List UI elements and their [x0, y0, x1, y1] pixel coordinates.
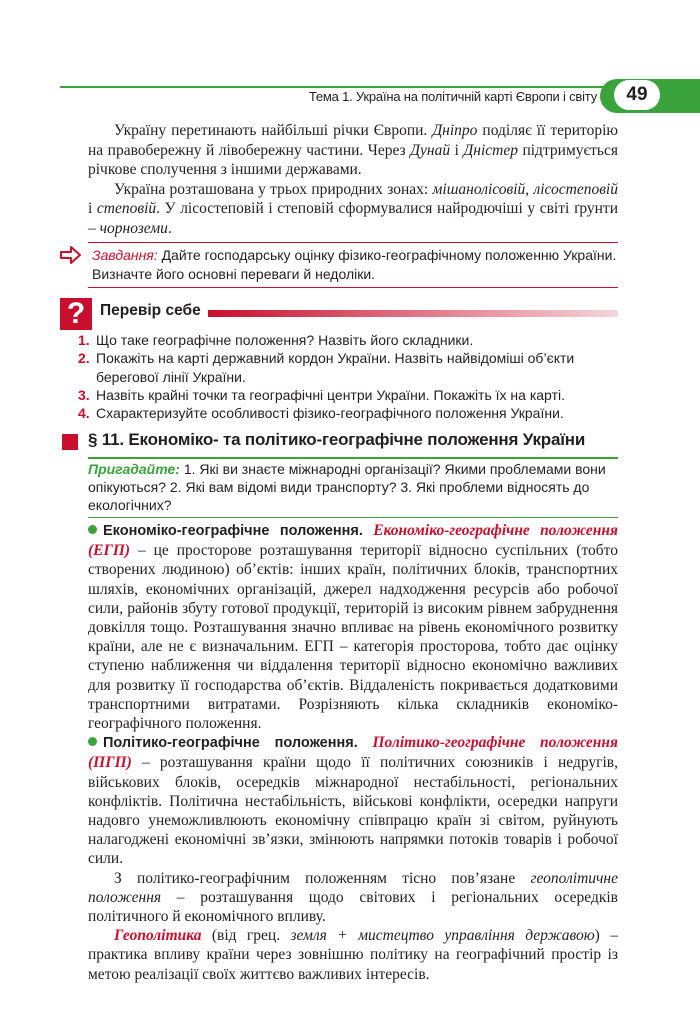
river-dnister: Дністер [463, 141, 518, 159]
question-list [78, 331, 618, 422]
list-item [78, 331, 618, 349]
question-number: 3. [78, 386, 90, 403]
pgp-heading: Політико-географічне положення. [103, 735, 358, 752]
text-span: З політико-географічним положенням тісно пов’язане [114, 869, 531, 887]
section-marker [62, 434, 78, 450]
zones-term: мішанолісовій, лісостеповій [432, 180, 618, 198]
question-text: Покажіть на карті державний кордон України. Назвіть найвідоміші об’єкти берегової лінії України. [96, 350, 575, 385]
running-header: Тема 1. Україна на політичній карті Європи і світу [308, 89, 597, 104]
check-yourself-title: Перевір себе [100, 302, 201, 319]
egp-heading: Економіко-географічне положення. [103, 523, 363, 539]
bullet-icon [88, 525, 97, 534]
question-number: 1. [78, 332, 90, 348]
remember-text: 1. Які ви знаєте міжнародні організації? Якими проблемами вони опікуються? 2. Які вам відомі види транспорту? 3. Які проблеми відносять до екологічних? [88, 461, 606, 513]
question-number: 2. [78, 350, 90, 367]
question-mark-icon: ? [60, 298, 92, 330]
text-span: Україну перетинають найбільші річки Європи. [114, 122, 433, 139]
task-label: Завдання: [92, 247, 158, 263]
egp-text: – це просторове розташування території відносно суспільних (тобто створених людиною) об’єктів: інших країн, політичних блоків, транспортних шляхів, економічних організацій, джерел надходження ресурсів або робочої сили, районів збуту готової продукції, територій із високим рівнем забруднення довкілля тощо. Розташування значно впливає на рівень економічного розвитку країни, але не є визначальним. ЕГП – категорія просторова, тобто дає оцінку ступеню наближення чи віддалення території відносно економічно важливих для розвитку її господарства об’єктів. Віддаленість покривається додатковими транспортними витратами. Розрізняють кілька складників економіко-географічного положення. [88, 542, 618, 733]
remember-label: Пригадайте: [88, 461, 180, 477]
question-text: Назвіть крайні точки та географічні центри України. Покажіть їх на карті. [96, 386, 565, 403]
text-span: і [450, 141, 464, 159]
intro-text [88, 121, 618, 238]
pgp-paragraph [88, 733, 618, 868]
river-dunai: Дунай [410, 141, 451, 159]
question-text: Що таке географічне положення? Назвіть його складники. [96, 332, 474, 348]
text-span: (від грец. [201, 927, 291, 945]
geopolitical-term: геополітичне положення [88, 869, 618, 906]
etymology: земля + мистецтво управління державою [290, 927, 595, 945]
check-yourself-bar [208, 310, 618, 317]
remember-box [88, 458, 618, 518]
bullet-icon [88, 737, 97, 746]
pgp-text: – розташування країни щодо її політичних союзників і недругів, військових блоків, осередків міжнародної нестабільності, регіональних конфліктів. Політична нестабільність, військові конфлікти, осередки напруги надовго унеможливлюють економічну співпрацю країн зі світом, руйнують налагоджені економічні зв’язки, змінюють напрямки потоків товарів і робочої сили. [88, 754, 618, 868]
page-number: 49 [614, 80, 660, 110]
arrow-right-icon [60, 245, 82, 265]
intro-paragraph-rivers [88, 121, 618, 180]
list-item [78, 386, 618, 404]
geopolitical-position-paragraph [88, 869, 618, 927]
task-text: Дайте господарську оцінку фізико-географічному положенню України. Визначте його основні переваги й недоліки. [92, 247, 617, 282]
list-item [78, 404, 618, 422]
text-span: . У лісостеповій і степовій сформувалися найродючіші у світі ґрунти – [88, 200, 618, 237]
text-span: ) – практика впливу країни через зовнішню політику на географічний простір із метою реалізації своїх життєво важливих інтересів. [88, 927, 618, 983]
text-span: Україна розташована у трьох природних зонах: [114, 180, 433, 198]
egp-paragraph [88, 521, 618, 733]
text-span: і [88, 200, 97, 217]
soil-term: чорноземи [99, 219, 168, 237]
egp-term: Економіко-географічне положення (ЕГП) [88, 522, 618, 560]
list-item [78, 349, 618, 386]
intro-paragraph-zones [88, 180, 618, 239]
header-rule [60, 86, 620, 88]
question-text: Схарактеризуйте особливості фізико-географічного положення України. [96, 405, 564, 422]
text-span: – розташування щодо світових і регіональних осередків політичного й економічного впливу. [88, 888, 618, 926]
text-span: . [167, 219, 172, 237]
section-title: § 11. Економіко- та політико-географічне положення України [88, 430, 586, 449]
question-number: 4. [78, 405, 90, 422]
geopolitics-paragraph [88, 926, 618, 984]
text-span: підтримується річкове сполучення з іншими державами. [88, 141, 619, 178]
pgp-term: Політико-географічне положення (ПГП) [88, 734, 618, 772]
zones-term: степовій [96, 200, 157, 217]
main-text [88, 521, 618, 984]
river-dnipro: Дніпро [432, 122, 478, 139]
text-span: поділяє її територію на правобережну й лівобережну частини. Через [88, 122, 619, 159]
geopolitics-term: Геополітика [114, 927, 202, 945]
task-box [88, 242, 618, 288]
